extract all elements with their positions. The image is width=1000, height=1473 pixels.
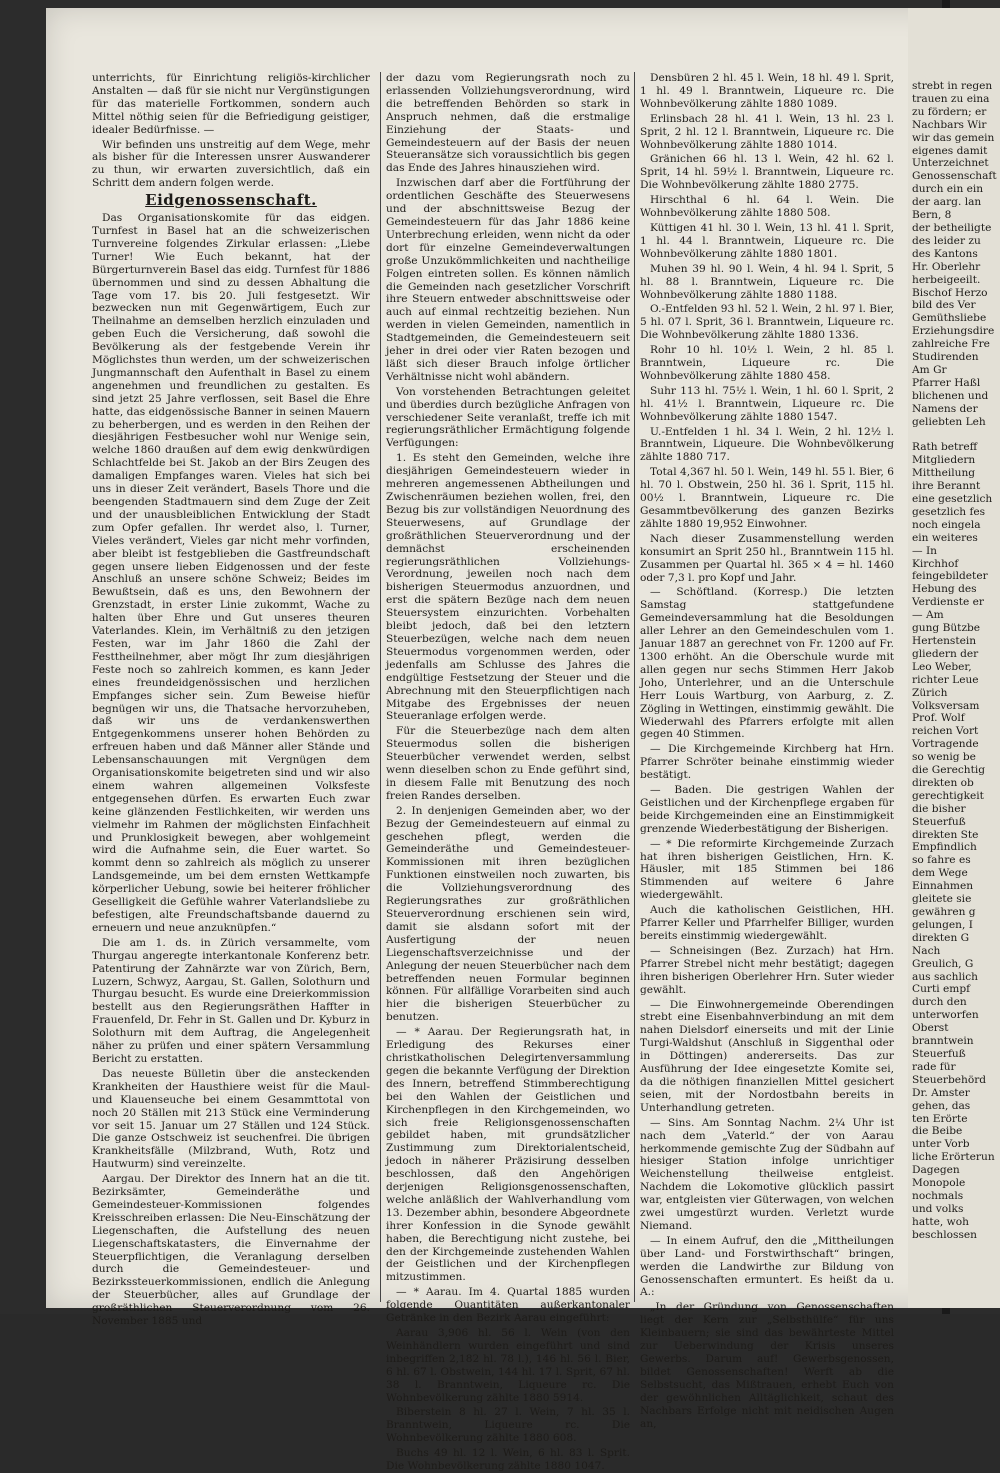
paragraph: Erlinsbach 28 hl. 41 l. Wein, 13 hl. 23 l. Sprit, 2 hl. 12 l. Branntwein, Liqueure rc. Die Wohnbevölkerung zählte 1880 1014.: [640, 112, 894, 151]
paragraph: der dazu vom Regierungsrath noch zu erlassenden Vollziehungsverordnung, wird die betreffenden Behörden so stark in Anspruch nehmen, daß die erstmalige Einziehung der Staats- und Gemeindesteuern auf der Basis der neuen Steueransätze sich voraussichtlich bis gegen das Ende des Jahres hinausziehen wird.: [386, 72, 630, 175]
text-line: Volksversam: [912, 699, 980, 712]
text-line: Leo Weber,: [912, 660, 972, 673]
paragraph: Densbüren 2 hl. 45 l. Wein, 18 hl. 49 l. Sprit, 1 hl. 49 l. Branntwein, Liqueure rc. Die Wohnbevölkerung zählte 1880 1089.: [640, 72, 894, 110]
text-line: richter Leue: [912, 673, 979, 686]
text-line: Dr. Amster: [912, 1086, 970, 1099]
text-line: Greulich, G: [912, 957, 974, 970]
text-line: geliebten Leh: [912, 415, 986, 428]
text-line: zahlreiche Fre: [912, 338, 990, 351]
text-line: des leider zu: [912, 234, 981, 247]
paragraph: unterrichts, für Einrichtung religiös-kirchlicher Anstalten — daß für sie nicht nur Vergünstigungen für das materielle Fortkommen, sondern auch Mittel nöthig seien für die Befriedigung geistiger, idealer Bedürfnisse. —: [92, 72, 370, 136]
text-line: Vortragende: [912, 738, 979, 751]
text-line: gung Bützbe: [912, 622, 981, 635]
paragraph: — * Die reformirte Kirchgemeinde Zurzach hat ihren bisherigen Geistlichen, Hrn. K. Häusler, mit 185 Stimmen bei 186 Stimmenden auf weitere 6 Jahre wiedergewählt.: [640, 837, 894, 902]
text-line: feingebildeter: [912, 570, 988, 583]
paragraph: 2. In denjenigen Gemeinden aber, wo der Bezug der Gemeindesteuern auf einmal zu geschehen pflegt, werden die Gemeinderäthe und Gemeindesteuer-Kommissionen mit ihren bezüglichen Funktionen einstweilen noch zuwarten, bis die Vollziehungsverordnung des Regierungsrathes zur großräthlichen Steuerverordnung erschienen sein wird, damit sie alsdann sofort mit der Ausfertigung der neuen Liegenschaftsverzeichnisse und der Anlegung der neuen Steuerbücher nach dem betreffenden neuen Formular beginnen können. Für allfällige Vorarbeiten sind auch hier die bisherigen Steuerbücher zu benutzen.: [386, 804, 630, 1024]
paragraph: O.-Entfelden 93 hl. 52 l. Wein, 2 hl. 97 l. Bier, 5 hl. 07 l. Sprit, 36 l. Branntwein, Liqueure rc. Die Wohnbevölkerung zählte 1880 1336.: [640, 303, 894, 342]
text-line: der betheiligte: [912, 221, 992, 234]
paragraph: — Schöftland. (Korresp.) Die letzten Samstag stattgefundene Gemeindeversammlung hat die Besoldungen aller Lehrer an den Gemeindeschulen vom 1. Januar 1887 an gerechnet von Fr. 1200 auf Fr. 1300 erhöht. An die Oberschule wurde mit allen gegen nur sechs Stimmen Herr Jakob Joho, Unterlehrer, und an die Unterschule Herr Louis Wartburg, von Aarburg, z. Z. Zögling in Wettingen, einstimmig gewählt. Die Wiederwahl des Pfarrers erfolgte mit allen gegen 40 Stimmen.: [640, 586, 894, 741]
paragraph: Auch die katholischen Geistlichen, HH. Pfarrer Keller und Pfarrhelfer Billiger, wurden bereits einstimmig wiedergewählt.: [640, 904, 894, 942]
text-line: gehen, das: [912, 1099, 971, 1112]
paragraph: „In der Gründung von Genossenschaften liegt der Kern zur „Selbsthülfe“ für uns Kleinbauern; sie sind das bewährteste Mittel zur Ueberwindung der Krisis unseres Gewerbs. Darum auf! Gewerbsgenossen, bildet Genossenschaften! Werft ab die Selbstsucht, das Mißtrauen, erhebt Euch von der gewöhnlichen Alltäglichkeit, schaut des Nachbars Erfolge nicht mit neidischen Augen an,: [640, 1301, 894, 1430]
text-line: durch den: [912, 996, 967, 1009]
text-line: Steuerbehörd: [912, 1073, 987, 1086]
text-line: branntwein: [912, 1035, 974, 1048]
paragraph: Wir befinden uns unstreitig auf dem Wege, mehr als bisher für die Interessen unsrer Auswanderer zu thun, wir erwarten zuversichtlich, daß ein Schritt dem andern folgen werde.: [92, 138, 370, 190]
text-line: rade für: [912, 1060, 956, 1073]
text-line: zu fördern; er: [912, 105, 987, 118]
text-line: aus sachlich: [912, 970, 978, 983]
text-line: unter Vorb: [912, 1138, 970, 1151]
text-line: reichen Vort: [912, 725, 979, 738]
text-line: herbeigeeilt.: [912, 273, 981, 286]
text-line: liche Erörterun: [912, 1151, 995, 1164]
text-line: hatte, woh: [912, 1215, 969, 1228]
text-line: strebt in regen: [912, 80, 993, 92]
text-line: Namens der: [912, 402, 978, 415]
paragraph: Gränichen 66 hl. 13 l. Wein, 42 hl. 62 l. Sprit, 14 hl. 59½ l. Branntwein, Liqueure rc. Die Wohnbevölkerung zählte 1880 2775.: [640, 153, 894, 192]
text-line: der aarg. lan: [912, 196, 982, 209]
text-line: — In: [912, 544, 937, 557]
facing-page: [908, 8, 1000, 1308]
text-line: Nach: [912, 944, 941, 957]
text-line: Prof. Wolf: [912, 712, 965, 725]
column-1: [92, 72, 370, 1328]
paragraph: Küttigen 41 hl. 30 l. Wein, 13 hl. 41 l. Sprit, 1 hl. 44 l. Branntwein, Liqueure rc. Die Wohnbevölkerung zählte 1880 1801.: [640, 221, 894, 260]
text-line: so fahre es: [912, 854, 971, 867]
text-line: ten Erörte: [912, 1112, 968, 1125]
text-line: dem Wege: [912, 867, 968, 880]
text-line: blichenen und: [912, 389, 989, 402]
paragraph: Aarau 3,906 hl. 56 l. Wein (von den Weinhändlern wurden eingeführt und sind inbegriffen 2,182 hl. 78 l.), 146 hl. 56 l. Bier, 6 hl. 67 l. Obstwein, 144 hl. 17 l. Sprit, 67 hl. 38 l. Branntwein, Liqueure rc. Die Wohnbevölkerung zählte 1880 5914.: [386, 1327, 630, 1404]
text-line: Erziehungsdire: [912, 325, 995, 338]
text-line: gliedern der: [912, 647, 979, 660]
text-line: und volks: [912, 1202, 964, 1215]
paragraph: 1. Es steht den Gemeinden, welche ihre diesjährigen Gemeindesteuern wieder in mehreren angemessenen Abtheilungen und Zwischenräumen beziehen wollen, frei, den Bezug bis zur vollständigen Neuordnung des Steuerwesens, auf Grundlage der großräthlichen Steuerverordnung und der demnächst erscheinenden regierungsräthlichen Vollziehungs-Verordnung, jeweilen noch nach dem bisherigen Steuermodus anzuordnen, und erst die spätern Bezüge nach dem neuen Steuersystem einzurichten. Vorbehalten bleibt jedoch, daß bei den letztern Steuerbezügen, welche nach dem neuen Steuermodus vorgenommen werden, oder jedenfalls am Schlusse des Jahres die endgültige Festsetzung der Steuer und die Abrechnung mit den Steuerpflichtigen nach Mitgabe des Ergebnisses der neuen Steueranlage erfolgen werde.: [386, 452, 630, 723]
paragraph: — * Aarau. Im 4. Quartal 1885 wurden folgende Quantitäten außerkantonaler Getränke in den Bezirk Aarau eingeführt:: [386, 1286, 630, 1325]
text-line: Hertenstein: [912, 634, 977, 647]
text-line: Studirenden: [912, 351, 979, 364]
text-line: beschlossen: [912, 1228, 977, 1241]
column-3: [640, 72, 894, 1430]
text-line: Gemüthsliebe: [912, 312, 987, 325]
text-line: Empfindlich: [912, 841, 977, 854]
text-line: Hr. Oberlehr: [912, 260, 981, 273]
text-line: bild des Ver: [912, 299, 976, 312]
text-line: direkten G: [912, 931, 970, 944]
paragraph: Inzwischen darf aber die Fortführung der ordentlichen Geschäfte des Steuerwesens und der abschnittsweise Bezug der Gemeindesteuern für das Jahr 1886 keine Unterbrechung erleiden, wenn nicht da oder dort für einzelne Gemeindeverwaltungen große Unzukömmlichkeiten und nachtheilige Folgen eintreten sollen. Es können nämlich die Gemeinden nach gesetzlicher Vorschrift ihre Steuern entweder abschnittsweise oder auch auf einmal rechtzeitig beziehen. Nun werden in vielen Gemeinden, namentlich in Stadtgemeinden, die Gemeindesteuern seit jeher in drei oder vier Raten bezogen und läßt sich dieser Brauch infolge örtlicher Verhältnisse nicht wohl abändern.: [386, 177, 630, 383]
paragraph: Das Organisationskomite für das eidgen. Turnfest in Basel hat an die schweizerischen Turnvereine folgendes Zirkular erlassen: „Liebe Turner! Wie Euch bekannt, hat der Bürgerturnverein Basel das eidg. Turnfest für 1886 übernommen und sind zu dessen Abhaltung die Tage vom 17. bis 20. Juli festgesetzt. Wir bezwecken nun mit Gegenwärtigem, Euch zur Theilnahme an demselben herzlich einzuladen und geben Euch die Versicherung, daß sowohl die Bevölkerung als der festgebende Verein ihr Möglichstes thun werden, um der schweizerischen Jungmannschaft den Aufenthalt in Basel zu einem angenehmen und freundlichen zu gestalten. Es sind jetzt 25 Jahre verflossen, seit Basel die Ehre hatte, das eidgenössische Banner in seinen Mauern zu beherbergen, und es werden in den Reihen der diesjährigen Festbesucher wohl nur Wenige sein, welche 1860 draußen auf dem ewig denkwürdigen Schlachtfelde bei St. Jakob an der Birs Zeugen des damaligen Empfanges waren. Vieles hat sich bei uns in dieser Zeit verändert, Basels Thore und die beengenden Stadtmauern sind dem Zuge der Zeit und der unausbleiblichen Entwicklung der Stadt zum Opfer gefallen. Ihr werdet also, l. Turner, Vieles verändert, Vieles gar nicht mehr vorfinden, aber bleibt ist festgeblieben die Gastfreundschaft gegen unsere lieben Eidgenossen und der feste Anschluß an unsere schöne Schweiz; Beides im Bewußtsein, daß es uns, den Bewohnern der Grenzstadt, in erster Linie zukommt, Wache zu halten über Ehre und Gut unseres theuren Vaterlandes. Klein, im Verhältniß zu den jetzigen Festen, war im Jahr 1860 die Zahl der Festtheilnehmer, aber mögt Ihr zum diesjährigen Feste noch so zahlreich kommen, es kann Jeder eines freundeidgenössischen und herzlichen Empfanges sicher sein. Zum Beweise hiefür begnügen wir uns, die Thatsache hervorzuheben, daß wir uns de verdankenswerthen Entgegenkommens unserer hohen Behörden zu erfreuen haben und daß Männer aller Stände und Lebensanschauungen mit Vergnügen dem Organisationskomite beigetreten sind und wir also einem wahren allgemeinen Volksfeste entgegensehen dürfen. Es erwarten Euch zwar keine glänzenden Festlichkeiten, wir werden uns vielmehr im Rahmen der möglichsten Einfachheit und Prunklosigkeit bewegen, aber wohlgemeint wird die Aufnahme sein, die Euer wartet. So kommt denn so zahlreich als möglich zu unserer Landsgemeinde, um bei dem ernsten Wettkampfe körperlicher Uebung, sowie bei heiterer fröhlicher Geselligkeit die Gefühle wahrer Vaterlandsliebe zu befestigen, alte Freundschaftsbande dauernd zu erneuern und neue anzuknüpfen.“: [92, 212, 370, 934]
text-line: direkten Ste: [912, 828, 979, 841]
text-line: Steuerfuß: [912, 815, 966, 828]
text-line: Mitgliedern: [912, 454, 976, 467]
column-4-cropped: [912, 80, 1000, 1312]
text-line: Genossenschaft: [912, 170, 997, 183]
paragraph: Total 4,367 hl. 50 l. Wein, 149 hl. 55 l. Bier, 6 hl. 70 l. Obstwein, 250 hl. 36 l. Sprit, 115 hl. 00½ l. Branntwein, Liqueure rc. Die Gesammtbevölkerung des ganzen Bezirks zählte 1880 19,952 Einwohner.: [640, 466, 894, 530]
text-line: gleitete sie: [912, 893, 972, 906]
text-line: nochmals: [912, 1189, 964, 1202]
paragraph: Hirschthal 6 hl. 64 l. Wein. Die Wohnbevölkerung zählte 1880 508.: [640, 194, 894, 220]
text-line: eine gesetzlich: [912, 493, 993, 505]
text-line: gerechtigkeit: [912, 789, 984, 802]
paragraph: Rohr 10 hl. 10½ l. Wein, 2 hl. 85 l. Branntwein, Liqueure rc. Die Wohnbevölkerung zählte 1880 458.: [640, 344, 894, 382]
paragraph: Die am 1. ds. in Zürich versammelte, vom Thurgau angeregte interkantonale Konferenz betr. Patentirung der Zahnärzte war von Zürich, Bern, Luzern, Schwyz, Aargau, St. Gallen, Solothurn und Thurgau besucht. Es wurde eine Dreierkommission bestellt aus den Regierungsräthen Haffter in Frauenfeld, Dr. Fehr in St. Gallen und Dr. Kyburz in Solothurn mit dem Auftrag, die Angelegenheit näher zu prüfen und einer spätern Versammlung Bericht zu erstatten.: [92, 936, 370, 1065]
text-line: — Am: [912, 609, 944, 622]
text-line: Einnahmen: [912, 880, 974, 893]
text-line: des Kantons: [912, 247, 978, 260]
paragraph: Biberstein 8 hl. 27 l. Wein, 7 hl. 35 l. Branntwein, Liqueure rc. Die Wohnbevölkerung zählte 1880 608.: [386, 1406, 630, 1445]
text-line: Verdienste er: [912, 596, 984, 609]
text-line: Nachbars Wir: [912, 118, 987, 131]
text-line: unterworfen: [912, 1009, 979, 1022]
text-line: [912, 428, 1000, 441]
paragraph: Von vorstehenden Betrachtungen geleitet und überdies durch bezügliche Anfragen von verschiedener Seite veranlaßt, treffe ich mit regierungsräthlicher Ermächtigung folgende Verfügungen:: [386, 385, 630, 450]
paragraph: — Die Kirchgemeinde Kirchberg hat Hrn. Pfarrer Schröter beinahe einstimmig wieder bestätigt.: [640, 743, 894, 782]
text-line: so wenig be: [912, 751, 976, 764]
text-line: gesetzlich fes: [912, 505, 986, 518]
text-line: eigenes damit: [912, 144, 988, 157]
column-rule-2: [634, 72, 635, 1302]
text-line: die Gerechtig: [912, 764, 986, 777]
text-line: die bisher: [912, 802, 966, 815]
text-line: Steuerfuß: [912, 1047, 966, 1060]
text-line: Oberst: [912, 1022, 949, 1035]
text-line: Rath betreff: [912, 441, 978, 454]
text-line: trauen zu eina: [912, 92, 990, 105]
text-line: Bern, 8: [912, 209, 952, 222]
text-line: noch eingela: [912, 518, 981, 531]
text-line: Dagegen: [912, 1164, 960, 1177]
paragraph: Suhr 113 hl. 75½ l. Wein, 1 hl. 60 l. Sprit, 2 hl. 41½ l. Branntwein, Liqueure rc. Die Wohnbevölkerung zählte 1880 1547.: [640, 384, 894, 423]
text-line: durch ein ein: [912, 183, 984, 196]
column-2: [386, 72, 630, 1473]
paragraph: Nach dieser Zusammenstellung werden konsumirt an Sprit 250 hl., Branntwein 115 hl. Zusammen per Quartal hl. 365 × 4 = hl. 1460 oder 7,3 l. pro Kopf und Jahr.: [640, 532, 894, 584]
paragraph: U.-Entfelden 1 hl. 34 l. Wein, 2 hl. 12½ l. Branntwein, Liqueure. Die Wohnbevölkerung zählte 1880 717.: [640, 425, 894, 464]
section-heading: Eidgenossenschaft.: [145, 191, 317, 210]
paragraph: — Die Einwohnergemeinde Oberendingen strebt eine Eisenbahnverbindung an mit dem nahen Dielsdorf einerseits und mit der Linie Turgi-Waldshut (Anschluß in Siggenthal oder in Döttingen) andererseits. Das zur Ausführung der Idee eingesetzte Komite sei, da die nöthigen finanziellen Mittel gesichert seien, mit der Nordostbahn bereits in Unterhandlung getreten.: [640, 998, 894, 1114]
paragraph: Für die Steuerbezüge nach dem alten Steuermodus sollen die bisherigen Steuerbücher verwendet werden, selbst wenn dieselben schon zu Ende geführt sind, in diesem Falle mit Benutzung des noch freien Randes derselben.: [386, 725, 630, 802]
text-line: Zürich: [912, 686, 948, 699]
text-line: Bischof Herzo: [912, 286, 988, 299]
text-line: gelungen, I: [912, 918, 973, 931]
text-line: ein weiteres: [912, 531, 978, 544]
text-line: wir das gemein: [912, 131, 995, 144]
paragraph: Das neueste Bülletin über die ansteckenden Krankheiten der Hausthiere weist für die Maul- und Klauenseuche bei einem Gesammttotal von noch 20 Ställen mit 213 Stück eine Verminderung vor seit 15. Januar um 27 Ställen und 124 Stück. Die ganze Ostschweiz ist seuchenfrei. Die übrigen Krankheitsfälle (Milzbrand, Wuth, Rotz und Hautwurm) sind vereinzelte.: [92, 1067, 370, 1171]
paragraph: — Baden. Die gestrigen Wahlen der Geistlichen und der Kirchenpflege ergaben für beide Kirchgemeinden eine an Einstimmigkeit grenzende Wiederbestätigung der Bisherigen.: [640, 784, 894, 835]
text-line: gewähren g: [912, 906, 976, 918]
text-line: Pfarrer Haßl: [912, 376, 981, 389]
text-line: Kirchhof: [912, 557, 959, 570]
text-line: Curti empf: [912, 983, 971, 996]
text-line: ihre Berannt: [912, 480, 981, 493]
paragraph: Buchs 49 hl. 12 l. Wein, 6 hl. 83 l. Sprit. Die Wohnbevölkerung zählte 1880 1047.: [386, 1447, 630, 1473]
text-line: direkten ob: [912, 776, 974, 789]
paragraph: — Schneisingen (Bez. Zurzach) hat Hrn. Pfarrer Strebel nicht mehr bestätigt; dagegen ihren bisherigen Oberlehrer Hrn. Suter wieder gewählt.: [640, 944, 894, 996]
text-line: Am Gr: [912, 363, 947, 376]
text-line: Mittheilung: [912, 467, 976, 480]
column-rule-1: [380, 72, 381, 1302]
paragraph: — Sins. Am Sonntag Nachm. 2¼ Uhr ist nach dem „Vaterld.“ der von Aarau herkommende gemischte Zug der Südbahn auf hiesiger Station infolge unrichtiger Weichenstellung theilweise entgleist. Nachdem die Lokomotive glücklich passirt war, entgleisten vier Güterwagen, von welchen zwei umgestürzt wurden. Verletzt wurde Niemand.: [640, 1116, 894, 1232]
text-line: Hebung des: [912, 583, 977, 596]
paragraph: Muhen 39 hl. 90 l. Wein, 4 hl. 94 l. Sprit, 5 hl. 88 l. Branntwein, Liqueure rc. Die Wohnbevölkerung zählte 1880 1188.: [640, 262, 894, 301]
paragraph: Aargau. Der Direktor des Innern hat an die tit. Bezirksämter, Gemeinderäthe und Gemeindesteuer-Kommissionen folgendes Kreisschreiben erlassen: Die Neu-Einschätzung der Liegenschaften, die Aufstellung des neuen Liegenschaftskatasters, die Einvernahme der Steuerpflichtigen, die Veranlagung derselben durch die Gemeindesteuer- und Bezirkssteuerkommissionen, endlich die Anlegung der Steuerbücher, alles auf Grundlage der großräthlichen Steuerverordnung vom 26. November 1885 und: [92, 1173, 370, 1328]
paragraph: — In einem Aufruf, den die „Mittheilungen über Land- und Forstwirthschaft“ bringen, werden die Landwirthe zur Bildung von Genossenschaften ermuntert. Es heißt da u. A.:: [640, 1234, 894, 1299]
text-line: die Beibe: [912, 1125, 963, 1138]
text-line: Monopole: [912, 1177, 966, 1190]
text-line: Unterzeichnet: [912, 157, 989, 170]
paragraph: — * Aarau. Der Regierungsrath hat, in Erledigung des Rekurses einer christkatholischen Delegirtenversammlung gegen die bekannte Verfügung der Direktion des Innern, betreffend Stimmberechtigung bei den Wahlen der Geistlichen und Kirchenpflegen in den Kirchgemeinden, wo sich freie Religionsgenossenschaften gebildet haben, mit grundsätzlicher Zustimmung zum Direktorialentscheid, jedoch in näherer Präzisirung desselben beschlossen, daß den Angehörigen derjenigen Religionsgenossenschaften, welche anläßlich der Wahlverhandlung vom 13. Dezember abhin, besondere Abgeordnete ihrer Konfession in die Synode gewählt haben, die Berechtigung nicht zustehe, bei den der Kirchgemeinde zustehenden Wahlen der Geistlichen und der Kirchenpflegen mitzustimmen.: [386, 1026, 630, 1284]
